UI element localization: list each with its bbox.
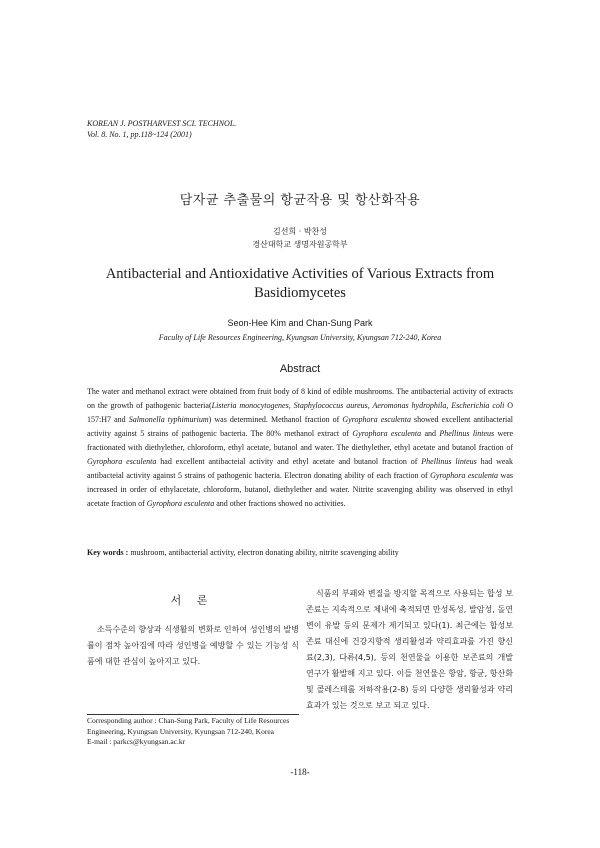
journal-citation: Vol. 8. No. 1, pp.118~124 (2001) [87, 130, 192, 139]
introduction-right-column: 식품의 부패와 변질을 방지할 목적으로 사용되는 합성 보존료는 지속적으로 체내에 축적되면 만성독성, 발암성, 돌연변이 유발 등의 문제가 제기되고 있다(1). 최근에는 합성보존료 대신에 건강지향적 생리활성과 약리효과를 가진 향신료(2,3), 다류(4,5), 등의 천연물을 이용한 보존료의 개발 연구가 활발해 지고 있다. 이들 천연물은 항암, 항균, 항산화 및 콜레스테롤 저하작용(2-8) 등의 다양한 생리활성과 약리효과가 있는 것으로 보고 되고 있다. [306, 589, 513, 710]
abstract-text: ) was determined. Methanol fraction of [208, 415, 343, 424]
journal-name: KOREAN J. POSTHARVEST SCI. TECHNOL. [87, 119, 237, 128]
korean-affiliation: 경산대학교 생명자원공학부 [252, 240, 348, 249]
abstract-heading: Abstract [279, 363, 321, 375]
abstract-species-name: Phellinus linteus [421, 457, 477, 466]
corresponding-email: E-mail : parkcs@kyungsan.ac.kr [87, 737, 186, 746]
keywords-label: Key words : [87, 548, 129, 557]
abstract-text: The water and methanol extract were obtained from fruit body of 8 kind of edible mushrooms. The antibacterial activity of extracts on the growth of pathogenic bacteria( [87, 387, 513, 410]
english-authors: Seon-Hee Kim and Chan-Sung Park [227, 318, 373, 328]
footnote-divider [87, 714, 299, 715]
abstract-text: were fractionated with diethylether, chloroform, ethyl acetate, butanol and water. The diethylether, ethyl acetate and butanol fraction of [87, 429, 514, 452]
abstract-text: had excellent antibacteial activity and ethyl acetate and butanol fraction of [156, 457, 422, 466]
journal-header [87, 118, 236, 140]
abstract-species-name: Gyrophora esculenta [352, 429, 422, 438]
corresponding-author: Corresponding author : Chan-Sung Park, Faculty of Life Resources Engineering, Kyungsan University, Kyungsan 712-240, Korea [87, 716, 290, 736]
correspondence-footnote [87, 716, 299, 748]
abstract-species-name: Gyrophora esculenta [146, 499, 215, 508]
abstract-text: was increased in order of ethylacetate, chloroform, butanol, diethylether and water. Nitrite scavenging ability was observed in ethyl acetate fraction of [87, 471, 513, 508]
introduction-left-column: 소득수준의 향상과 식생활의 변화로 인하여 성인병의 발병률이 점차 높아짐에 따라 성인병을 예방할 수 있는 기능성 식품에 대한 관심이 높아지고 있다. [87, 625, 299, 666]
introduction-heading: 서 론 [170, 594, 214, 607]
abstract-text: and other fractions showed no activities. [214, 499, 346, 508]
english-affiliation: Faculty of Life Resources Engineering, Kyungsan University, Kyungsan 712-240, Korea [158, 333, 442, 342]
keywords-text: mushroom, antibacterial activity, electron donating ability, nitrite scavenging ability [128, 548, 399, 557]
abstract-species-name: Listeria monocytogenes, Staphylococcus aureus, Aeromonas hydrophila, Escherichia coli [211, 401, 505, 410]
abstract-body [87, 385, 513, 511]
abstract-species-name: Phellinus linteus [439, 429, 495, 438]
english-title: Antibacterial and Antioxidative Activities of Various Extracts from Basidiomycetes [105, 266, 495, 301]
keywords [87, 547, 513, 558]
korean-title: 담자균 추출물의 항균작용 및 항산화작용 [179, 193, 421, 208]
abstract-species-name: Gyrophora esculenta [342, 415, 411, 424]
page-number: -118- [290, 767, 310, 777]
korean-authors: 김선희 · 박찬성 [273, 227, 327, 236]
abstract-species-name: Salmonella typhimurium [128, 415, 209, 424]
abstract-text: showed excellent antibacterial activity against 5 strains of pathogenic bacteria. The 80% methanol extract of [87, 415, 514, 438]
abstract-text: and [421, 429, 440, 438]
abstract-text: had weak antibacteial activity against 5 strains of pathogenic bacteria. Electron donating ability of each fraction of [87, 457, 513, 480]
abstract-species-name: Gyrophora esculenta [87, 457, 157, 466]
abstract-species-name: Gyrophora esculenta [430, 471, 499, 480]
abstract-text: O 157:H7 and [87, 401, 513, 424]
